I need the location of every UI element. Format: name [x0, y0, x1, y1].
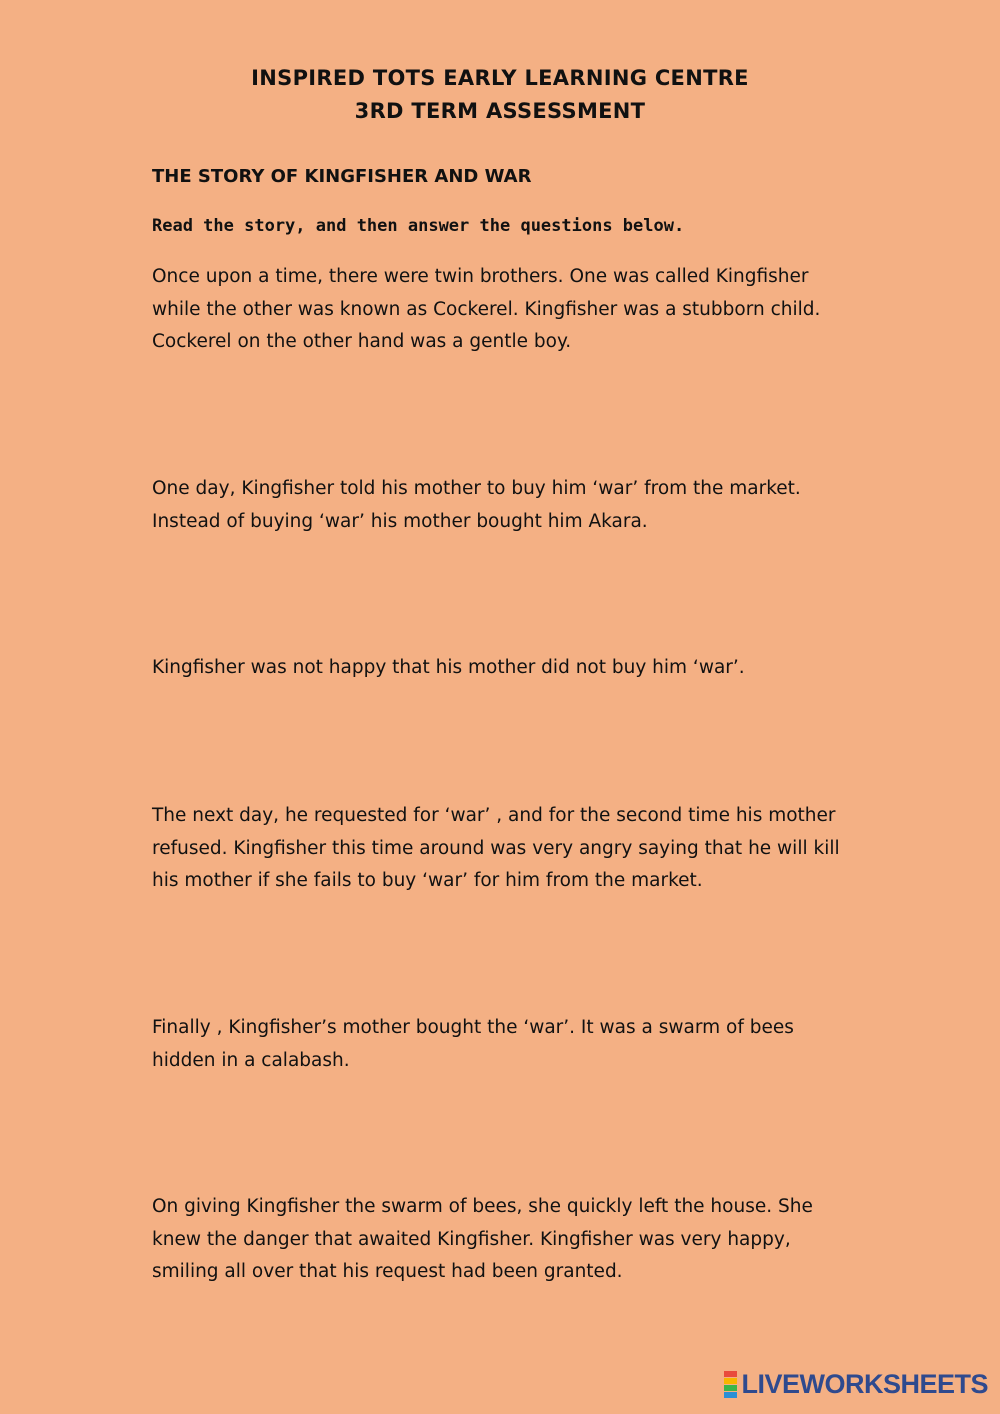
- liveworksheets-icon: [724, 1371, 737, 1398]
- story-paragraph-5: Finally , Kingfisher’s mother bought the ‘war’. It was a swarm of bees hidden in a calabash.: [152, 1017, 794, 1071]
- story-paragraph-3: Kingfisher was not happy that his mother did not buy him ‘war’.: [152, 657, 745, 678]
- story-paragraph-6: On giving Kingfisher the swarm of bees, she quickly left the house. She knew the danger that awaited Kingfisher. Kingfisher was very happy, smiling all over that his request had been granted.: [152, 1196, 813, 1282]
- document-header: [0, 62, 1000, 128]
- liveworksheets-logo[interactable]: [724, 1369, 988, 1400]
- story-paragraph-1: Once upon a time, there were twin brothers. One was called Kingfisher while the other was known as Cockerel. Kingfisher was a stubborn child. Cockerel on the other hand was a gentle boy.: [152, 266, 821, 352]
- story-paragraph-2: One day, Kingfisher told his mother to buy him ‘war’ from the market. Instead of buying ‘war’ his mother bought him Akara.: [152, 478, 801, 532]
- school-name: INSPIRED TOTS EARLY LEARNING CENTRE: [251, 66, 749, 90]
- story-paragraph-4: The next day, he requested for ‘war’ , and for the second time his mother refused. Kingfisher this time around was very angry saying that he will kill his mother if she fails to buy ‘war’ for him from the market.: [152, 805, 840, 891]
- assessment-title: 3RD TERM ASSESSMENT: [354, 99, 646, 123]
- story-title: THE STORY OF KINGFISHER AND WAR: [152, 166, 532, 187]
- instructions: Read the story, and then answer the questions below.: [152, 216, 685, 236]
- liveworksheets-wordmark: LIVEWORKSHEETS: [741, 1369, 988, 1399]
